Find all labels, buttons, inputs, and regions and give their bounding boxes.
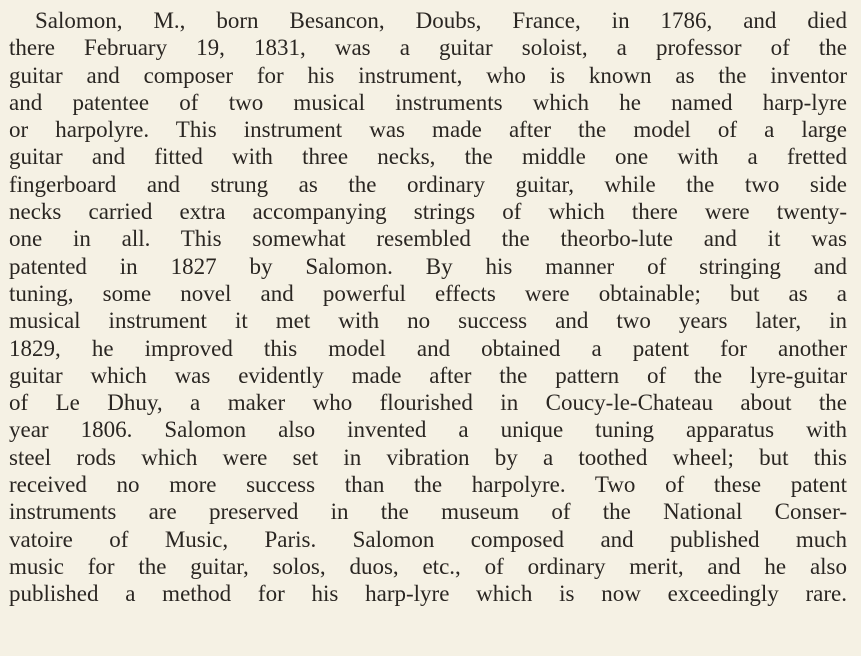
- text-line-9: one in all. This somewhat resembled the theorbo-lute and it was: [9, 226, 847, 252]
- text-line-13: 1829, he improved this model and obtained a patent for another: [9, 335, 847, 361]
- text-line-3: guitar and composer for his instrument, who is known as the inventor: [9, 62, 847, 88]
- text-line-8: necks carried extra accompanying strings of which there were twenty-: [9, 199, 847, 225]
- text-line-5: or harpolyre. This instrument was made after the model of a large: [9, 117, 847, 143]
- text-line-14: guitar which was evidently made after the pattern of the lyre-guitar: [9, 362, 847, 388]
- article-paragraph: [9, 7, 847, 608]
- text-line-20: vatoire of Music, Paris. Salomon composed and published much: [9, 526, 847, 552]
- text-line-19: instruments are preserved in the museum of the National Conser-: [9, 499, 847, 525]
- text-line-17: steel rods which were set in vibration by a toothed wheel; but this: [9, 444, 847, 470]
- text-line-10: patented in 1827 by Salomon. By his manner of stringing and: [9, 253, 847, 279]
- text-line-6: guitar and fitted with three necks, the middle one with a fretted: [9, 144, 847, 170]
- text-line-22: published a method for his harp-lyre which is now exceedingly rare.: [9, 581, 847, 607]
- text-line-16: year 1806. Salomon also invented a unique tuning apparatus with: [9, 417, 847, 443]
- text-line-21: music for the guitar, solos, duos, etc., of ordinary merit, and he also: [9, 553, 847, 579]
- text-line-12: musical instrument it met with no success and two years later, in: [9, 308, 847, 334]
- text-line-15: of Le Dhuy, a maker who flourished in Coucy-le-Chateau about the: [9, 390, 847, 416]
- text-line-7: fingerboard and strung as the ordinary guitar, while the two side: [9, 171, 847, 197]
- text-line-4: and patentee of two musical instruments which he named harp-lyre: [9, 89, 847, 115]
- text-line-1: Salomon, M., born Besancon, Doubs, France, in 1786, and died: [35, 8, 847, 33]
- text-line-18: received no more success than the harpolyre. Two of these patent: [9, 472, 847, 498]
- text-line-2: there February 19, 1831, was a guitar soloist, a professor of the: [9, 35, 847, 61]
- text-line-11: tuning, some novel and powerful effects were obtainable; but as a: [9, 280, 847, 306]
